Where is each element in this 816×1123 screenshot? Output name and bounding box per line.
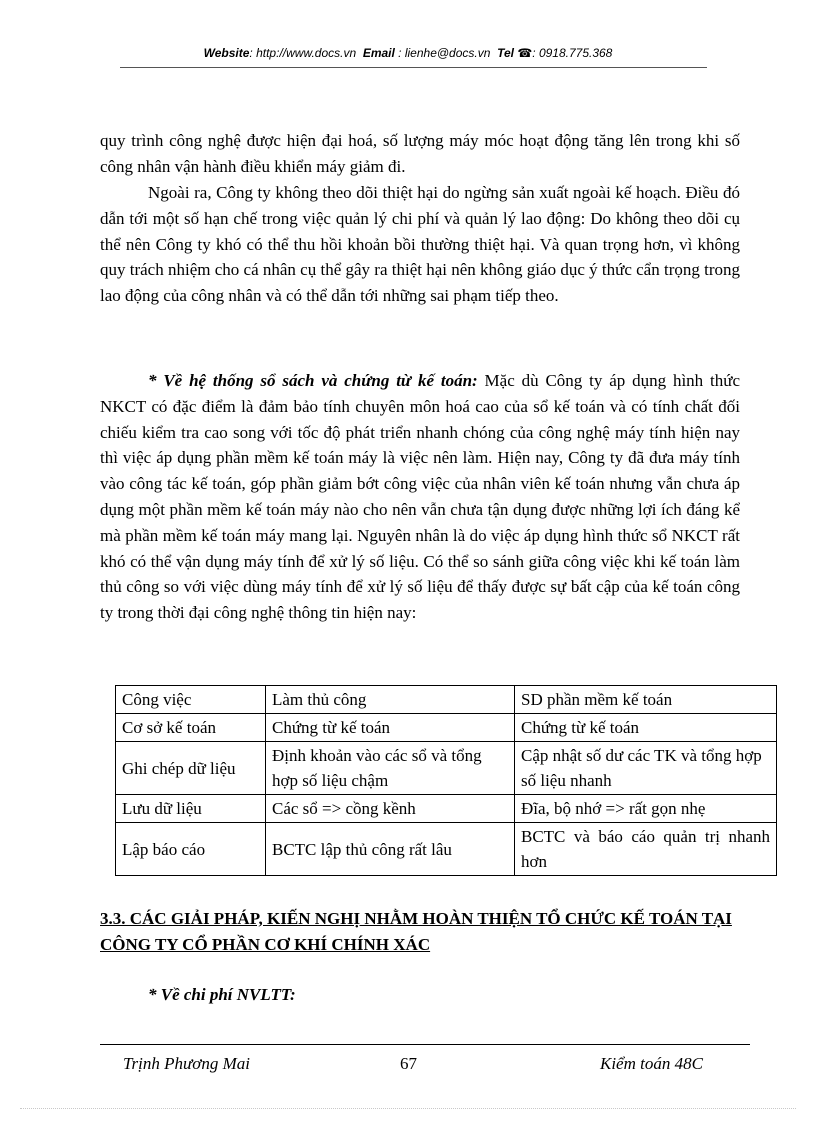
website-label: Website — [203, 46, 250, 60]
table-cell: Làm thủ công — [266, 686, 515, 714]
table-cell: Chứng từ kế toán — [515, 714, 777, 742]
table-cell: Định khoản vào các sổ và tổng hợp số liệu chậm — [266, 742, 515, 795]
table-row — [116, 686, 777, 714]
paragraph-3-lead: * Về hệ thống sổ sách và chứng từ kế toán: — [148, 371, 478, 390]
paragraph-2-text: Ngoài ra, Công ty không theo dõi thiệt hại do ngừng sản xuất ngoài kế hoạch. Điều đó dẫn tới một số hạn chế trong việc quản lý chi phí và quản lý lao động: Do không theo dõi cụ thể nên Công ty khó có thể thu hồi khoản bồi thường thiệt hại. Và quan trọng hơn, vì không quy trách nhiệm cho cá nhân cụ thể gây ra thiệt hại nên không giáo dục ý thức cẩn trọng trong lao động của công nhân và có thể dẫn tới những sai phạm tiếp theo. — [100, 183, 740, 306]
email-value: : lienhe@docs.vn — [398, 46, 491, 60]
table-row — [116, 795, 777, 823]
table-cell: Cập nhật số dư các TK và tổng hợp số liệu nhanh — [515, 742, 777, 795]
table-cell: Ghi chép dữ liệu — [116, 742, 266, 795]
header-divider — [120, 67, 707, 68]
section-title: 3.3. CÁC GIẢI PHÁP, KIẾN NGHỊ NHẰM HOÀN THIỆN TỔ CHỨC KẾ TOÁN TẠI CÔNG TY CỔ PHẦN CƠ KHÍ CHÍNH XÁC — [100, 909, 732, 954]
table-cell: Công việc — [116, 686, 266, 714]
page-edge-divider — [20, 1108, 796, 1109]
email-label: Email — [362, 46, 395, 60]
table-row — [116, 742, 777, 795]
subheading: * Về chi phí NVLTT: — [148, 985, 296, 1004]
page-number: 67 — [400, 1054, 417, 1073]
phone-icon: ☎ — [517, 46, 533, 60]
tel-value: : 0918.775.368 — [532, 46, 613, 60]
footer-class: Kiểm toán 48C — [600, 1054, 703, 1073]
table-row — [116, 823, 777, 876]
website-value: : http://www.docs.vn — [249, 46, 357, 60]
comparison-table — [115, 685, 777, 876]
paragraph-3-text: Mặc dù Công ty áp dụng hình thức NKCT có đặc điểm là đảm bảo tính chuyên môn hoá cao của sổ kế toán và có tính chất đối chiếu kiểm tra cao song với tốc độ phát triển nhanh chóng của công nghệ máy tính hiện nay thì việc áp dụng phần mềm kế toán máy là việc nên làm. Hiện nay, Công ty đã đưa máy tính vào công tác kế toán, góp phần giảm bớt công việc của nhân viên kế toán nhưng vẫn chưa áp dụng một phần mềm kế toán máy nào cho nên vẫn chưa tận dụng được những lợi ích đáng kể mà phần mềm kế toán máy mang lại. Nguyên nhân là do việc áp dụng hình thức sổ NKCT rất khó có thể vận dụng máy tính để xử lý số liệu. Có thể so sánh giữa công việc khi kế toán làm thủ công so với việc dùng máy tính để xử lý số liệu để thấy được sự bất cập của kế toán công ty trong thời đại công nghệ thông tin hiện nay: — [100, 371, 740, 623]
table-cell: BCTC và báo cáo quản trị nhanh hơn — [515, 823, 777, 876]
footer-author: Trịnh Phương Mai — [123, 1054, 250, 1073]
paragraph-1 — [100, 128, 740, 180]
table-cell: Chứng từ kế toán — [266, 714, 515, 742]
paragraph-3-body — [100, 368, 740, 626]
paragraph-1-text: quy trình công nghệ được hiện đại hoá, số lượng máy móc hoạt động tăng lên trong khi số công nhân vận hành điều khiển máy giảm đi. — [100, 131, 740, 176]
table-row — [116, 714, 777, 742]
footer-divider — [100, 1044, 750, 1045]
table-cell: SD phần mềm kế toán — [515, 686, 777, 714]
page-header — [0, 46, 816, 60]
table-cell: Đĩa, bộ nhớ => rất gọn nhẹ — [515, 795, 777, 823]
table-cell: BCTC lập thủ công rất lâu — [266, 823, 515, 876]
table-cell: Cơ sở kế toán — [116, 714, 266, 742]
table-cell: Các sổ => cồng kềnh — [266, 795, 515, 823]
paragraph-2 — [100, 180, 740, 309]
paragraph-3 — [100, 368, 740, 626]
table-cell: Lập báo cáo — [116, 823, 266, 876]
tel-label: Tel — [497, 46, 514, 60]
table-cell: Lưu dữ liệu — [116, 795, 266, 823]
